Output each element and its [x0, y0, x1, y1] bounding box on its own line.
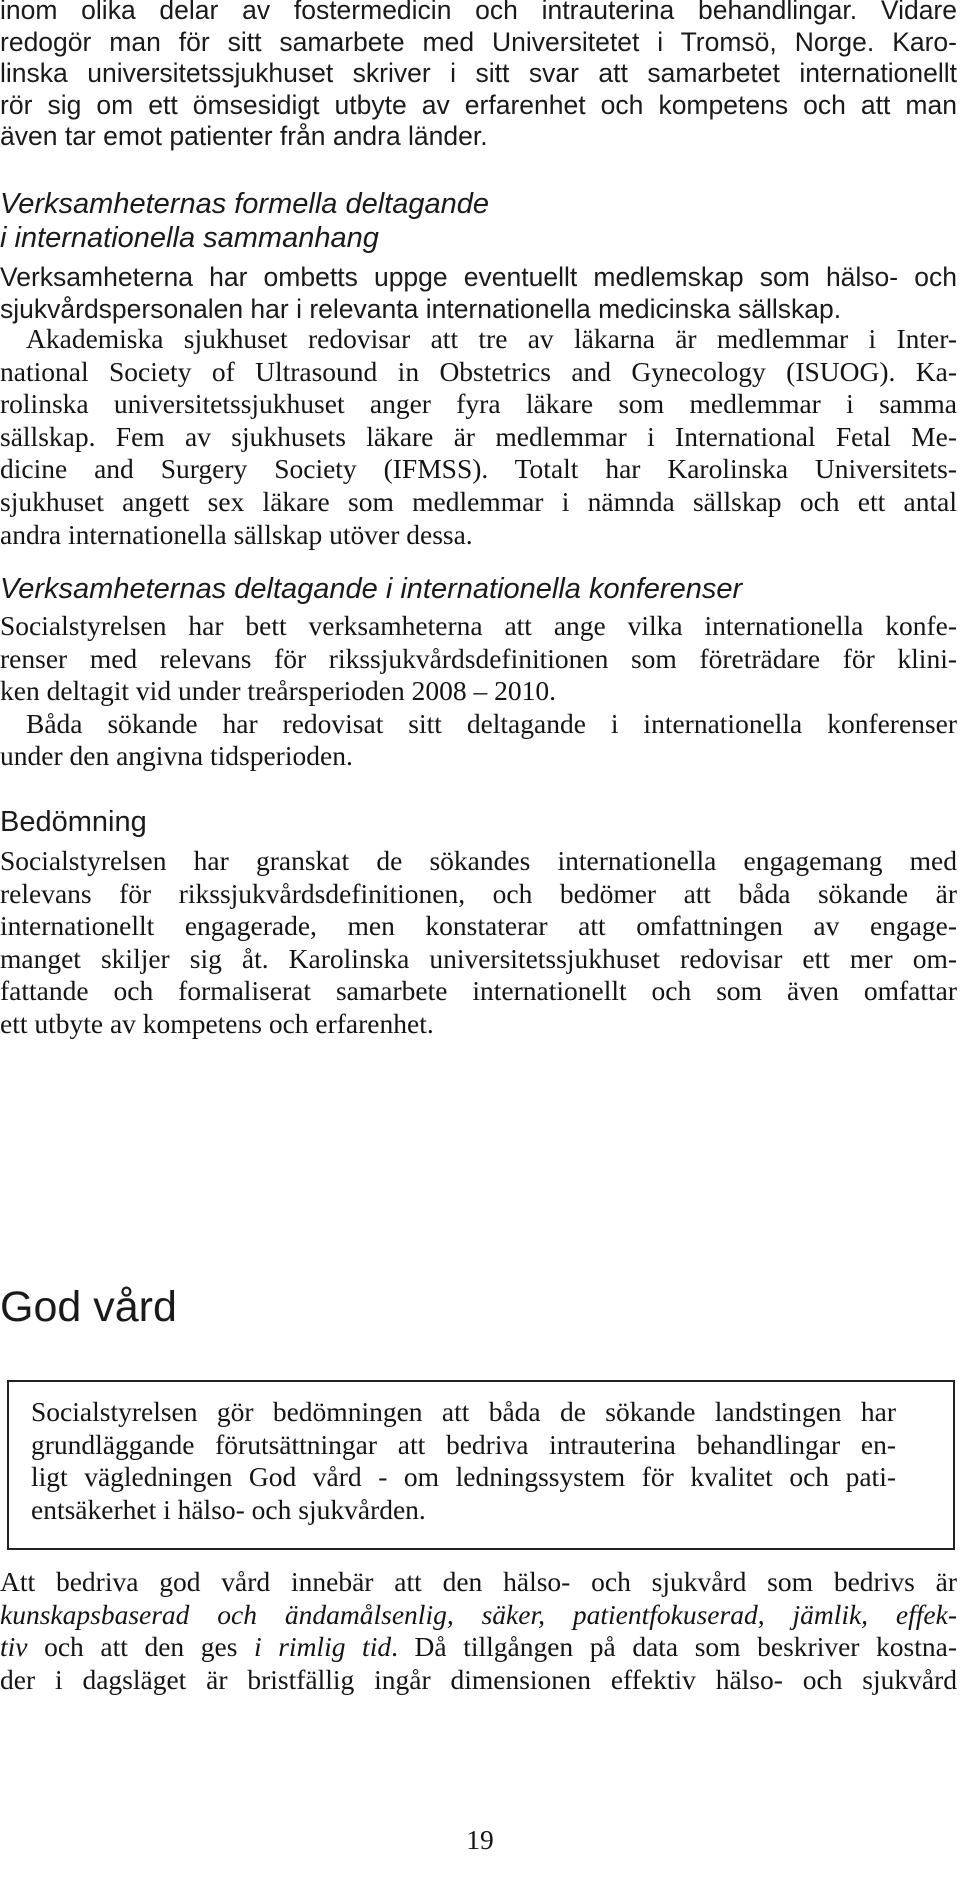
text-line: Socialstyrelsen gör bedömningen att båda de sökande landstingen har — [31, 1396, 896, 1427]
heading-line: Bedömning — [0, 806, 147, 838]
text-line: relevans för rikssjukvårdsdefinitionen, och bedömer att båda sökande är — [0, 877, 957, 909]
text-line: dicine and Surgery Society (IFMSS). Totalt har Karolinska Universitets- — [0, 453, 957, 485]
italic-text: i rimlig tid — [254, 1631, 392, 1663]
text-run: . Då tillgången på data som beskriver kostna- — [391, 1631, 957, 1663]
text-line: under den angivna tidsperioden. — [0, 740, 353, 772]
text-line: kunskapsbaserad och ändamålsenlig, säker, patientfokuserad, jämlik, effek- — [0, 1598, 957, 1630]
good-care-paragraph — [0, 1566, 957, 1696]
text-line: ken deltagit vid under treårsperioden 2008 – 2010. — [0, 675, 556, 707]
section-heading-formal-participation — [0, 187, 957, 255]
text-line: renser med relevans för rikssjukvårdsdefinitionen som företrädare för klini- — [0, 642, 957, 674]
membership-paragraph-intro — [0, 262, 957, 325]
text-line: sjukhuset angett sex läkare som medlemmar i nämnda sällskap och ett antal — [0, 485, 957, 517]
text-line: även tar emot patienter från andra länder. — [0, 121, 488, 152]
text-line: ligt vägledningen God vård - om ledningssystem för kvalitet och pati- — [31, 1461, 896, 1493]
text-line: internationellt engagerade, men konstaterar att omfattningen av engage- — [0, 910, 957, 942]
text-line: entsäkerhet i hälso- och sjukvården. — [31, 1493, 426, 1525]
text-line: Socialstyrelsen har bett verksamheterna att ange vilka internationella konfe- — [0, 610, 957, 641]
italic-text: tiv — [0, 1631, 28, 1663]
text-line: redogör man för sitt samarbete med Universitetet i Tromsö, Norge. Karo- — [0, 26, 957, 57]
text-line: rolinska universitetssjukhuset anger fyra läkare som medlemmar i samma — [0, 388, 957, 420]
section-heading-good-care — [0, 1283, 957, 1331]
text-line: sjukvårdspersonalen har i relevanta internationella medicinska sällskap. — [0, 293, 842, 324]
assessment-box-text — [31, 1396, 896, 1526]
heading-line: Verksamheternas formella deltagande — [0, 188, 489, 220]
page-number: 19 — [466, 1824, 494, 1855]
text-line: Att bedriva god vård innebär att den hälso- och sjukvård som bedrivs är — [0, 1566, 957, 1597]
heading-line: God vård — [0, 1283, 177, 1331]
text-line: inom olika delar av fostermedicin och intrauterina behandlingar. Vidare — [0, 0, 957, 25]
membership-paragraph — [0, 323, 957, 551]
text-line: Verksamheterna har ombetts uppge eventuellt medlemskap som hälso- och — [0, 262, 957, 292]
text-line: manget skiljer sig åt. Karolinska universitetssjukhuset redovisar ett mer om- — [0, 942, 957, 974]
text-line: grundläggande förutsättningar att bedriva intrauterina behandlingar en- — [31, 1428, 896, 1460]
section-heading-assessment — [0, 805, 957, 839]
text-line: andra internationella sällskap utöver dessa. — [0, 518, 473, 550]
text-line-mixed — [0, 1631, 957, 1664]
heading-line: Verksamheternas deltagande i internationella konferenser — [0, 573, 743, 605]
text-line: Båda sökande har redovisat sitt deltagande i internationella konferenser — [26, 707, 957, 739]
text-line: fattande och formaliserat samarbete internationellt och som även omfattar — [0, 975, 957, 1007]
section-heading-conferences — [0, 572, 957, 606]
text-line: sällskap. Fem av sjukhusets läkare är medlemmar i International Fetal Me- — [0, 420, 957, 452]
text-line: national Society of Ultrasound in Obstetrics and Gynecology (ISUOG). Ka- — [0, 355, 957, 387]
assessment-box — [7, 1380, 955, 1550]
heading-line: i internationella sammanhang — [0, 222, 379, 254]
text-line: Socialstyrelsen har granskat de sökandes internationella engagemang med — [0, 845, 957, 876]
text-line: ett utbyte av kompetens och erfarenhet. — [0, 1007, 434, 1039]
conferences-paragraph — [0, 610, 957, 773]
text-line: rör sig om ett ömsesidigt utbyte av erfarenhet och kompetens och att man — [0, 89, 957, 120]
text-line: der i dagsläget är bristfällig ingår dimensionen effektiv hälso- och sjukvård — [0, 1663, 957, 1695]
assessment-paragraph — [0, 845, 957, 1041]
text-line: Akademiska sjukhuset redovisar att tre av läkarna är medlemmar i Inter- — [26, 323, 957, 354]
intro-paragraph — [0, 0, 957, 153]
text-line: linska universitetssjukhuset skriver i sitt svar att samarbetet internationellt — [0, 58, 957, 89]
text-run: och att den ges — [27, 1631, 254, 1663]
